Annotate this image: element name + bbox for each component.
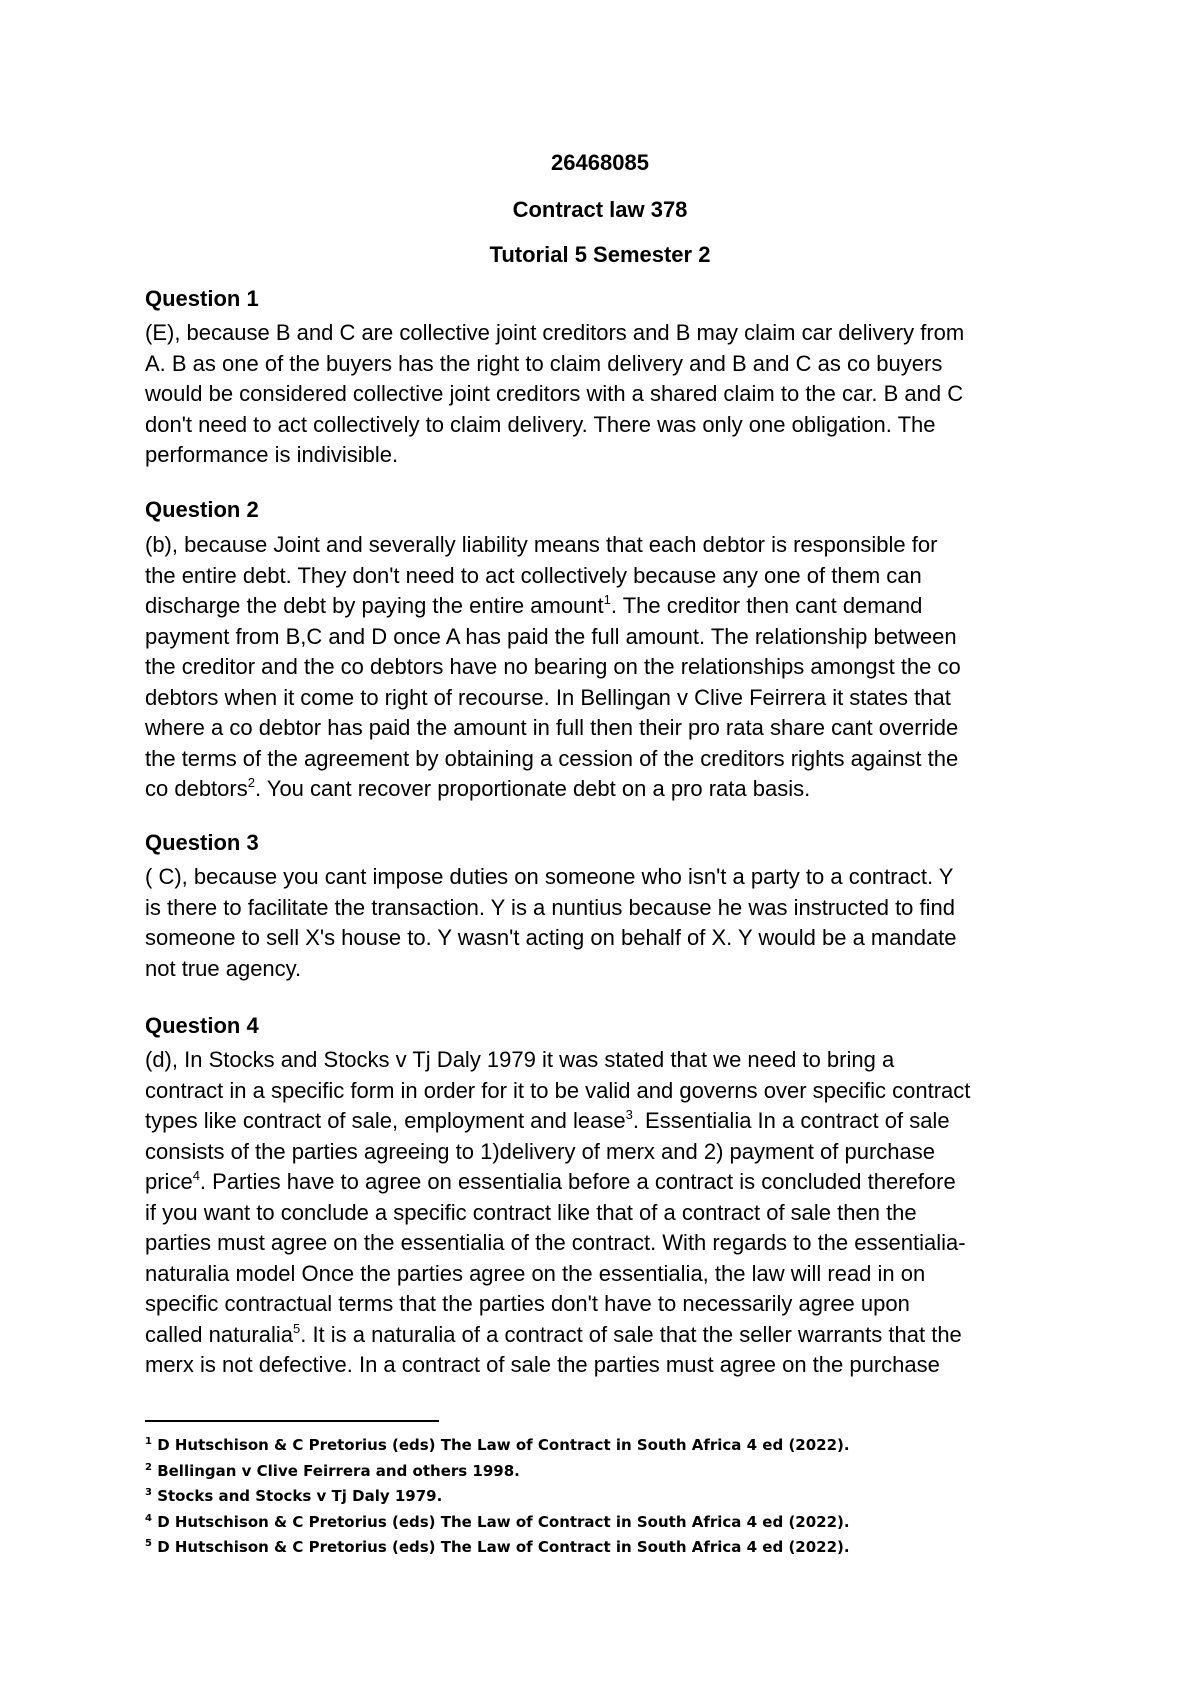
footnote-text: D Hutschison & C Pretorius (eds) The Law of Contract in South Africa 4 ed (2022). [151,1436,850,1454]
answer-line: if you want to conclude a specific contract like that of a contract of sale then the [145,1199,917,1225]
footnote-separator [145,1420,439,1422]
answer-line: the entire debt. They don't need to act collectively because any one of them can [145,562,922,588]
footnote-number: 3 [145,1487,152,1498]
footnote-ref: 3 [625,1107,633,1122]
footnote-number: 1 [145,1436,152,1447]
answer-line: parties must agree on the essentialia of the contract. With regards to the essentialia- [145,1230,966,1255]
answer-line: would be considered collective joint creditors with a shared claim to the car. B and C [145,381,964,406]
footnote-number: 2 [145,1461,152,1473]
answer-line: (b), because Joint and severally liability means that each debtor is responsible for [145,532,938,557]
answer-line: merx is not defective. In a contract of sale the parties must agree on the purchase [145,1352,940,1377]
question-2-answer [145,530,1065,805]
footnote-text: Bellingan v Clive Feirrera and others 1998. [151,1461,520,1480]
answer-line: don't need to act collectively to claim delivery. There was only one obligation. The [145,411,936,437]
footnotes [145,1433,1105,1561]
answer-line: (d), In Stocks and Stocks v Tj Daly 1979 it was stated that we need to bring a [145,1047,895,1072]
answer-text: . You cant recover proportionate debt on a pro rata basis. [254,776,811,801]
answer-line: (E), because B and C are collective joint creditors and B may claim car delivery from [145,320,965,345]
footnote-ref: 5 [292,1320,301,1336]
answer-line: contract in a specific form in order for it to be valid and governs over specific contract [145,1077,971,1103]
answer-text: . Essentialia In a contract of sale [632,1108,950,1133]
answer-line: payment from B,C and D once A has paid the full amount. The relationship between [145,623,957,649]
answer-line: naturalia model Once the parties agree on the essentialia, the law will read in on [145,1260,926,1286]
answer-text: price [145,1169,193,1194]
answer-text: . The creditor then cant demand [610,593,923,618]
question-4-heading: Question 4 [145,1013,259,1038]
footnote [145,1484,1105,1510]
answer-line: the creditor and the co debtors have no bearing on the relationships amongst the co [145,654,961,679]
answer-line: is there to facilitate the transaction. Y is a nuntius because he was instructed to find [145,894,955,920]
course-title: Contract law 378 [512,197,688,222]
question-3-heading: Question 3 [145,830,259,855]
answer-line [145,1167,1065,1198]
footnote-number: 5 [145,1538,152,1549]
footnote [145,1433,1105,1459]
footnote-text: Stocks and Stocks v Tj Daly 1979. [151,1487,443,1505]
footnote [145,1459,1105,1485]
answer-text: called naturalia [145,1321,293,1347]
footnote-number: 4 [145,1512,152,1524]
answer-line: specific contractual terms that the parties don't have to necessarily agree upon [145,1291,910,1316]
answer-line: A. B as one of the buyers has the right to claim delivery and B and C as co buyers [145,350,943,376]
answer-text: discharge the debt by paying the entire amount [145,593,604,618]
answer-text: . It is a naturalia of a contract of sale that the seller warrants that the [300,1321,962,1347]
question-4-answer [145,1045,1065,1381]
question-1-answer [145,318,1065,471]
answer-text: types like contract of sale, employment and lease [145,1108,626,1133]
answer-line: not true agency. [145,955,302,981]
answer-line: consists of the parties agreeing to 1)delivery of merx and 2) payment of purchase [145,1138,935,1164]
question-3-answer [145,862,1065,984]
answer-line: ( C), because you cant impose duties on someone who isn't a party to a contract. Y [145,864,954,889]
answer-line [145,591,1065,622]
answer-line: where a co debtor has paid the amount in full then their pro rata share cant override [145,715,959,740]
answer-text: . Parties have to agree on essentialia before a contract is concluded therefore [199,1169,956,1194]
answer-line [145,1320,1065,1351]
answer-text: co debtors [145,776,248,801]
answer-line [145,774,1065,805]
answer-line: debtors when it come to right of recourse. In Bellingan v Clive Feirrera it states that [145,684,951,710]
footnote-ref: 2 [247,775,255,790]
question-1-heading: Question 1 [145,286,259,311]
student-id: 26468085 [551,150,649,175]
footnote-text: D Hutschison & C Pretorius (eds) The Law of Contract in South Africa 4 ed (2022). [151,1512,850,1531]
tutorial-title: Tutorial 5 Semester 2 [489,242,711,267]
answer-line [145,1106,1065,1137]
answer-line: the terms of the agreement by obtaining a cession of the creditors rights against the [145,745,959,771]
footnote [145,1510,1105,1536]
question-2-heading: Question 2 [145,497,259,522]
answer-line: performance is indivisible. [145,442,399,467]
footnote-ref: 1 [603,592,611,607]
answer-line: someone to sell X's house to. Y wasn't acting on behalf of X. Y would be a mandate [145,925,957,950]
footnote-ref: 4 [192,1168,200,1183]
footnote-text: D Hutschison & C Pretorius (eds) The Law of Contract in South Africa 4 ed (2022). [151,1538,850,1556]
footnote [145,1535,1105,1561]
